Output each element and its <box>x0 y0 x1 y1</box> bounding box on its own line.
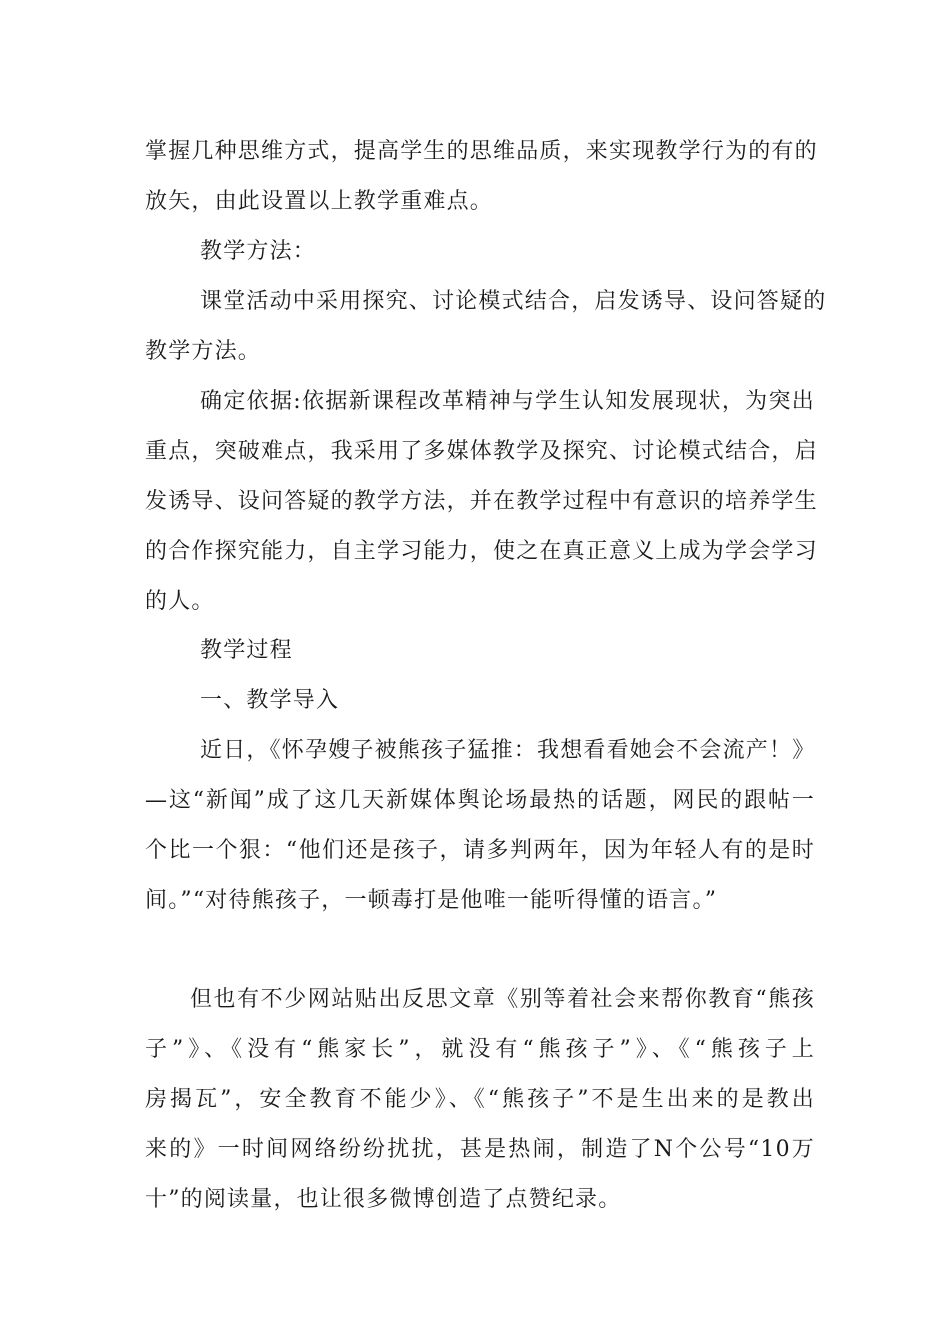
paragraph-8-line-2: 子”》、《没有“熊家长”，就没有“熊孩子”》、《“熊孩子上 <box>145 1037 815 1062</box>
paragraph-4-line-1: 确定依据:依据新课程改革精神与学生认知发展现状，为突出 <box>200 389 815 414</box>
paragraph-1-line-1: 掌握几种思维方式，提高学生的思维品质，来实现教学行为的有的 <box>145 139 818 164</box>
paragraph-7-line-3: 个比一个狠：“他们还是孩子，请多判两年，因为年轻人有的是时 <box>145 838 815 863</box>
paragraph-4-line-5: 的人。 <box>145 589 215 614</box>
paragraph-7-line-1: 近日，《怀孕嫂子被熊孩子猛推：我想看看她会不会流产！》 <box>200 738 816 763</box>
paragraph-8-line-1: 但也有不少网站贴出反思文章《别等着社会来帮你教育“熊孩 <box>190 987 815 1012</box>
section-heading-teaching-method: 教学方法： <box>200 239 317 264</box>
paragraph-4-line-4: 的合作探究能力，自主学习能力，使之在真正意义上成为学会学习 <box>145 539 818 564</box>
paragraph-7-line-2: —这“新闻”成了这几天新媒体舆论场最热的话题，网民的跟帖一 <box>145 788 815 813</box>
paragraph-4-line-3: 发诱导、设问答疑的教学方法，并在教学过程中有意识的培养学生 <box>145 489 818 514</box>
paragraph-8-line-4: 来的》一时间网络纷纷扰扰，甚是热闹，制造了N个公号“10万 <box>145 1137 815 1162</box>
section-heading-teaching-intro: 一、教学导入 <box>200 688 340 713</box>
paragraph-4-line-2: 重点，突破难点，我采用了多媒体教学及探究、讨论模式结合，启 <box>145 439 818 464</box>
paragraph-1-line-2: 放矢，由此设置以上教学重难点。 <box>145 189 494 214</box>
section-heading-teaching-process: 教学过程 <box>200 638 293 663</box>
paragraph-3-line-2: 教学方法。 <box>145 339 262 364</box>
paragraph-8-line-5: 十”的阅读量，也让很多微博创造了点赞纪录。 <box>145 1187 622 1212</box>
paragraph-3-line-1: 课堂活动中采用探究、讨论模式结合，启发诱导、设问答疑的 <box>200 289 827 314</box>
paragraph-7-line-4: 间。”“对待熊孩子，一顿毒打是他唯一能听得懂的语言。” <box>145 888 718 913</box>
paragraph-8-line-3: 房揭瓦”，安全教育不能少》、《“熊孩子”不是生出来的是教出 <box>145 1087 815 1112</box>
